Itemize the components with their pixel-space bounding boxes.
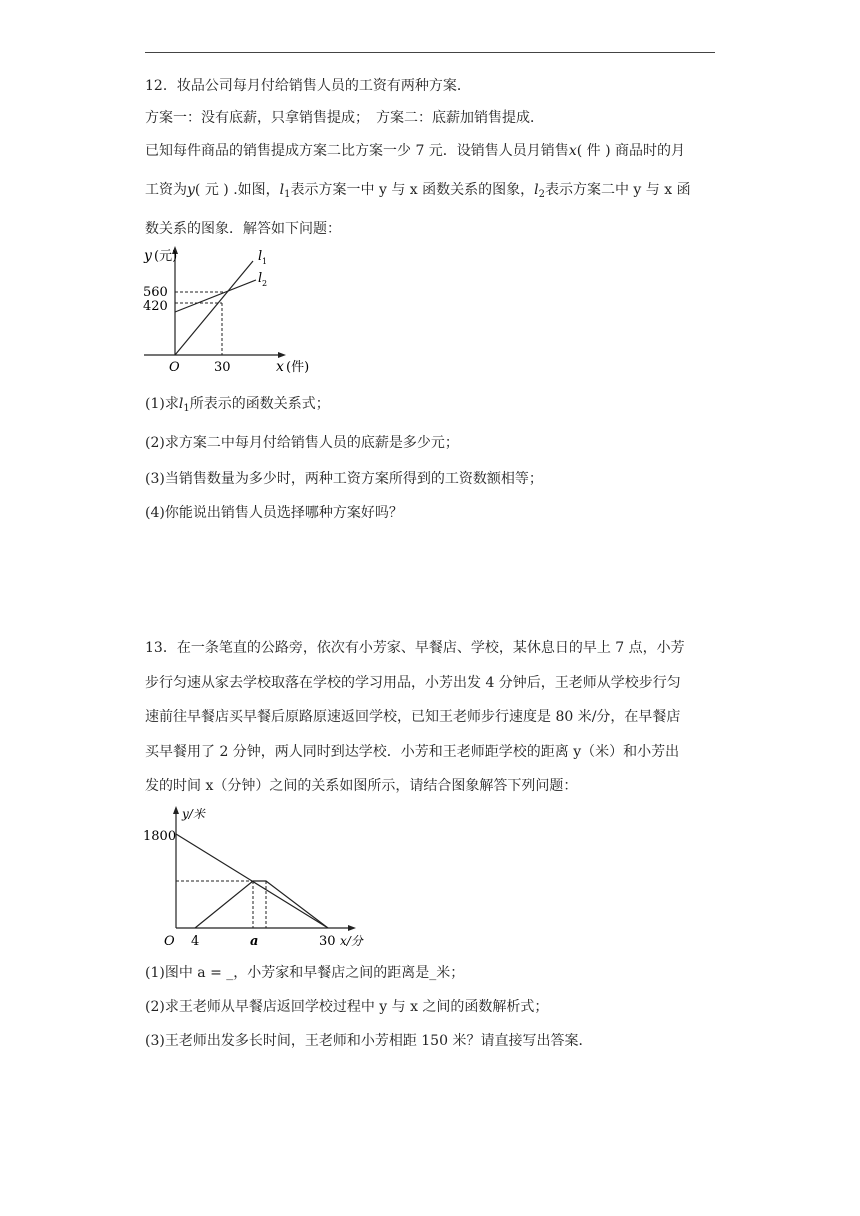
x-axis-arrow [278, 352, 286, 358]
l1-label: l [258, 249, 263, 264]
x-axis-arrow [348, 925, 356, 931]
q13-sub1: (1)图中 a = _，小芳家和早餐店之间的距离是_米； [145, 965, 465, 981]
tick-4: 4 [191, 934, 200, 949]
q12-stem: 12．妆品公司每月付给销售人员的工资有两种方案． [145, 78, 471, 94]
l1-sub: 1 [262, 257, 268, 266]
q13-line2: 步行匀速从家去学校取落在学校的学习用品，小芳出发 4 分钟后，王老师从学校步行匀 [145, 675, 681, 691]
q12-graph [140, 242, 340, 382]
q12-plans: 方案一：没有底薪，只拿销售提成； 方案二：底薪加销售提成． [145, 110, 544, 126]
x-axis-label: x/分 [340, 934, 363, 948]
origin-label: O [164, 934, 175, 949]
q13-sub2: (2)求王老师从早餐店返回学校过程中 y 与 x 之间的函数解析式； [145, 999, 549, 1015]
y-axis-label: y/米 [182, 807, 205, 821]
tick-30: 30 [214, 360, 231, 375]
y-label: y [144, 248, 152, 264]
q13-sub3: (3)王老师出发多长时间，王老师和小芳相距 150 米？请直接写出答案． [145, 1033, 593, 1049]
q12-sub3: (3)当销售数量为多少时，两种工资方案所得到的工资数额相等； [145, 471, 543, 487]
tick-1800: 1800 [143, 829, 177, 844]
q13-line4: 买早餐用了 2 分钟，两人同时到达学校．小芳和王老师距学校的距离 y（米）和小芳出 [145, 744, 680, 760]
top-rule [145, 52, 715, 53]
teacher-line [195, 881, 328, 928]
line-l2 [175, 280, 256, 312]
q12-sub1: (1)求$l_1$所表示的函数关系式； [145, 396, 330, 414]
tick-560: 560 [143, 285, 168, 300]
x-label: x [276, 359, 284, 375]
y-unit: (元) [154, 249, 178, 264]
origin-label: O [169, 360, 180, 375]
tick-30: 30 [319, 934, 336, 949]
q13-graph [140, 800, 400, 950]
x-unit: (件) [286, 360, 310, 375]
tick-a: a [250, 934, 259, 949]
q12-line5: 数关系的图象．解答如下问题： [145, 221, 341, 237]
l2-sub: 2 [262, 279, 268, 288]
q13-line3: 速前往早餐店买早餐后原路原速返回学校，已知王老师步行速度是 80 米/分，在早餐店 [145, 709, 681, 725]
q12-sub2: (2)求方案二中每月付给销售人员的底薪是多少元； [145, 435, 459, 451]
l2-label: l [258, 271, 263, 286]
q13-line1: 13．在一条笔直的公路旁，依次有小芳家、早餐店、学校，某休息日的早上 7 点，小芳 [145, 640, 685, 656]
q12-line4: 工资为y( 元 ) .如图，$l_1$表示方案一中 y 与 x 函数关系的图象，$l_2$表示方案二中 y 与 x 函 [145, 182, 691, 200]
q13-line5: 发的时间 x（分钟）之间的关系如图所示，请结合图象解答下列问题： [145, 778, 578, 794]
y-axis-arrow [173, 806, 179, 814]
q12-sub4: (4)你能说出销售人员选择哪种方案好吗？ [145, 505, 403, 521]
tick-420: 420 [143, 299, 168, 314]
q12-line3: 已知每件商品的销售提成方案二比方案一少 7 元．设销售人员月销售x( 件 ) 商品时的月 [145, 143, 685, 159]
